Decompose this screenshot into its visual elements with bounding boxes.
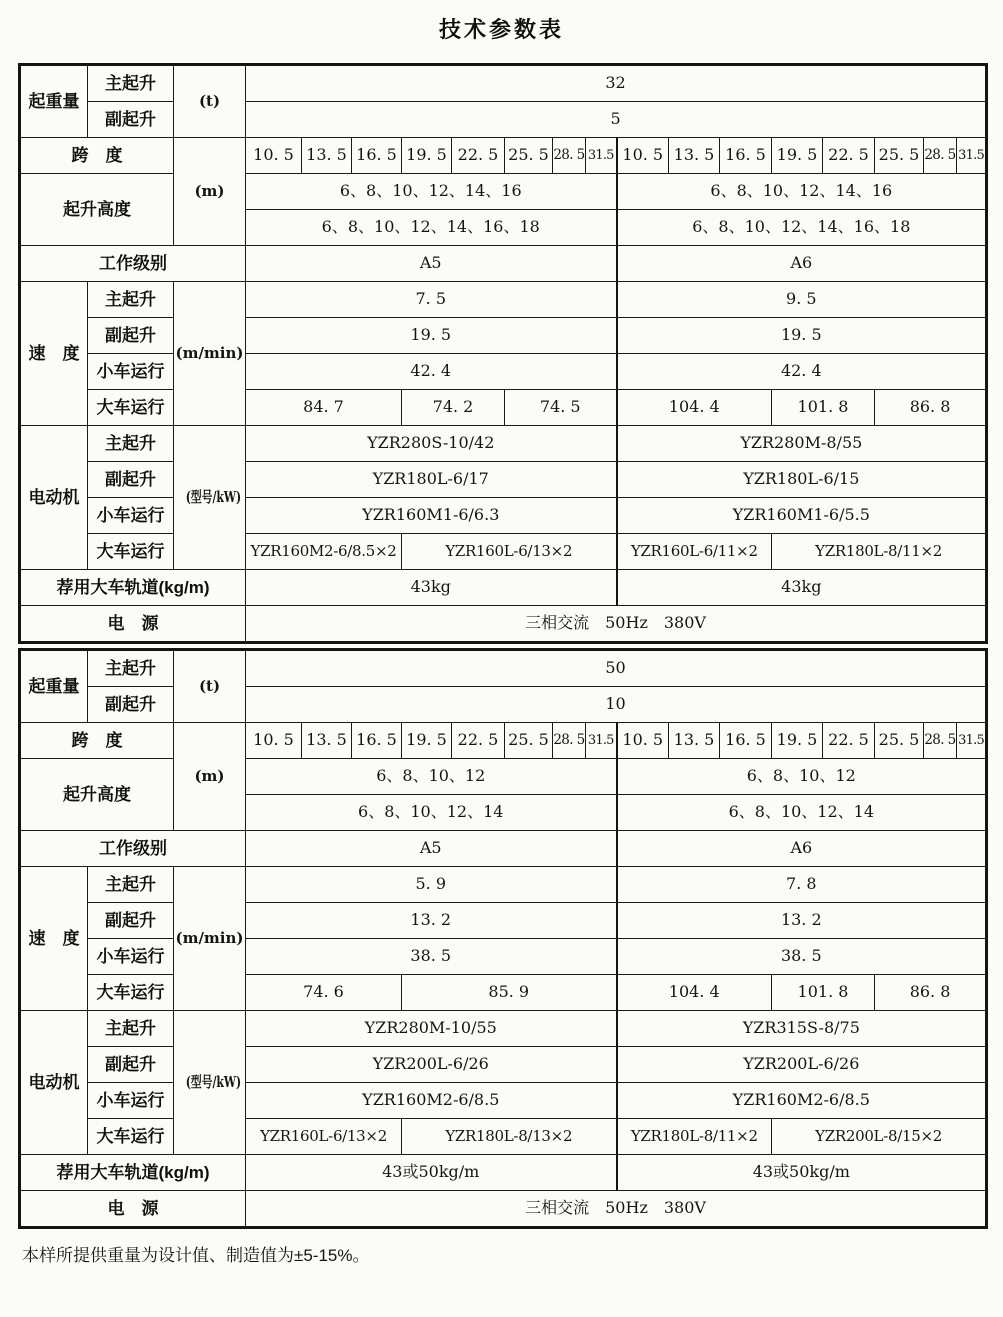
value-motor-crane: YZR180L-8/11×2 bbox=[617, 1119, 772, 1155]
row-span bbox=[20, 723, 987, 759]
value-speed-main-left: 7. 5 bbox=[246, 282, 617, 318]
unit-motor-type-text: (型号/kW) bbox=[185, 1073, 242, 1092]
span-value: 25. 5 bbox=[505, 723, 553, 759]
span-value: 22. 5 bbox=[452, 723, 505, 759]
value-motor-trolley-right: YZR160M1-6/5.5 bbox=[617, 498, 987, 534]
span-value: 31.5 bbox=[586, 138, 617, 174]
span-value: 28. 5 bbox=[553, 138, 586, 174]
row-motor-aux bbox=[20, 1047, 987, 1083]
footnote: 本样所提供重量为设计值、制造值为±5-15%。 bbox=[22, 1246, 370, 1265]
row-motor-crane bbox=[20, 1119, 987, 1155]
span-value: 25. 5 bbox=[875, 723, 924, 759]
span-value: 13. 5 bbox=[302, 723, 352, 759]
value-speed-trolley-right: 38. 5 bbox=[617, 939, 987, 975]
span-value: 16. 5 bbox=[720, 723, 772, 759]
span-value: 19. 5 bbox=[402, 723, 452, 759]
label-main-hoist: 主起升 bbox=[88, 426, 174, 462]
value-speed-main-left: 5. 9 bbox=[246, 867, 617, 903]
value-motor-trolley-left: YZR160M2-6/8.5 bbox=[246, 1083, 617, 1119]
value-motor-crane: YZR200L-8/15×2 bbox=[772, 1119, 987, 1155]
label-lift-height: 起升高度 bbox=[20, 759, 174, 831]
value-speed-crane: 74. 5 bbox=[505, 390, 617, 426]
value-lift-height: 6、8、10、12 bbox=[246, 759, 617, 795]
label-speed-group: 速 度 bbox=[20, 282, 88, 426]
value-motor-trolley-left: YZR160M1-6/6.3 bbox=[246, 498, 617, 534]
row-speed-aux bbox=[20, 318, 987, 354]
value-capacity-main: 32 bbox=[246, 65, 987, 102]
row-capacity-main bbox=[20, 65, 987, 102]
page-title: 技术参数表 bbox=[438, 17, 564, 42]
row-rail bbox=[20, 1155, 987, 1191]
value-rail-left: 43或50kg/m bbox=[246, 1155, 617, 1191]
value-speed-main-right: 9. 5 bbox=[617, 282, 987, 318]
value-speed-trolley-left: 38. 5 bbox=[246, 939, 617, 975]
span-value: 25. 5 bbox=[505, 138, 553, 174]
value-speed-trolley-left: 42. 4 bbox=[246, 354, 617, 390]
span-value: 16. 5 bbox=[352, 138, 402, 174]
label-work-duty: 工作级别 bbox=[20, 246, 246, 282]
value-capacity-main: 50 bbox=[246, 650, 987, 687]
label-aux-hoist: 副起升 bbox=[88, 102, 174, 138]
label-speed-group: 速 度 bbox=[20, 867, 88, 1011]
span-value: 28. 5 bbox=[924, 723, 957, 759]
value-speed-aux-right: 19. 5 bbox=[617, 318, 987, 354]
value-motor-crane: YZR160M2-6/8.5×2 bbox=[246, 534, 402, 570]
label-motor-group: 电动机 bbox=[20, 426, 88, 570]
label-crane-travel: 大车运行 bbox=[88, 534, 174, 570]
row-capacity-main bbox=[20, 650, 987, 687]
value-lift-height: 6、8、10、12、14 bbox=[246, 795, 617, 831]
unit-speed: (m/min) bbox=[174, 867, 246, 1011]
value-motor-crane: YZR180L-8/11×2 bbox=[772, 534, 987, 570]
label-main-hoist: 主起升 bbox=[88, 1011, 174, 1047]
label-main-hoist: 主起升 bbox=[88, 867, 174, 903]
label-motor-group: 电动机 bbox=[20, 1011, 88, 1155]
label-power: 电 源 bbox=[20, 606, 246, 643]
row-work-duty bbox=[20, 831, 987, 867]
label-aux-hoist: 副起升 bbox=[88, 687, 174, 723]
value-motor-aux-right: YZR200L-6/26 bbox=[617, 1047, 987, 1083]
row-lift-height-1 bbox=[20, 759, 987, 795]
value-motor-aux-left: YZR180L-6/17 bbox=[246, 462, 617, 498]
value-work-duty-right: A6 bbox=[617, 246, 987, 282]
row-speed-aux bbox=[20, 903, 987, 939]
row-rail bbox=[20, 570, 987, 606]
label-capacity-group: 起重量 bbox=[20, 650, 88, 723]
row-capacity-aux bbox=[20, 687, 987, 723]
label-trolley-travel: 小车运行 bbox=[88, 1083, 174, 1119]
span-value: 28. 5 bbox=[924, 138, 957, 174]
row-speed-main bbox=[20, 282, 987, 318]
row-motor-trolley bbox=[20, 498, 987, 534]
value-work-duty-left: A5 bbox=[246, 831, 617, 867]
label-lift-height: 起升高度 bbox=[20, 174, 174, 246]
value-capacity-aux: 5 bbox=[246, 102, 987, 138]
value-motor-main-left: YZR280M-10/55 bbox=[246, 1011, 617, 1047]
span-value: 10. 5 bbox=[246, 138, 302, 174]
span-value: 22. 5 bbox=[452, 138, 505, 174]
value-speed-crane: 85. 9 bbox=[402, 975, 617, 1011]
value-motor-crane: YZR160L-6/11×2 bbox=[617, 534, 772, 570]
unit-capacity: (t) bbox=[174, 65, 246, 138]
span-value: 13. 5 bbox=[302, 138, 352, 174]
tables-container bbox=[18, 63, 987, 1229]
label-trolley-travel: 小车运行 bbox=[88, 354, 174, 390]
label-crane-travel: 大车运行 bbox=[88, 390, 174, 426]
row-motor-crane bbox=[20, 534, 987, 570]
value-lift-height: 6、8、10、12、14、16 bbox=[246, 174, 617, 210]
value-speed-aux-left: 13. 2 bbox=[246, 903, 617, 939]
label-main-hoist: 主起升 bbox=[88, 65, 174, 102]
value-work-duty-right: A6 bbox=[617, 831, 987, 867]
label-aux-hoist: 副起升 bbox=[88, 903, 174, 939]
span-value: 10. 5 bbox=[617, 138, 669, 174]
value-motor-main-right: YZR280M-8/55 bbox=[617, 426, 987, 462]
span-value: 13. 5 bbox=[669, 138, 720, 174]
unit-capacity: (t) bbox=[174, 650, 246, 723]
label-crane-travel: 大车运行 bbox=[88, 975, 174, 1011]
unit-motor-type-text: (型号/kW) bbox=[185, 488, 242, 507]
span-value: 22. 5 bbox=[823, 723, 875, 759]
span-value: 28. 5 bbox=[553, 723, 586, 759]
label-power: 电 源 bbox=[20, 1191, 246, 1228]
label-aux-hoist: 副起升 bbox=[88, 318, 174, 354]
span-value: 31.5 bbox=[957, 138, 987, 174]
label-trolley-travel: 小车运行 bbox=[88, 939, 174, 975]
row-work-duty bbox=[20, 246, 987, 282]
value-motor-aux-right: YZR180L-6/15 bbox=[617, 462, 987, 498]
label-span: 跨 度 bbox=[20, 138, 174, 174]
value-speed-aux-left: 19. 5 bbox=[246, 318, 617, 354]
row-motor-main bbox=[20, 1011, 987, 1047]
value-lift-height: 6、8、10、12、14 bbox=[617, 795, 987, 831]
value-speed-main-right: 7. 8 bbox=[617, 867, 987, 903]
unit-speed: (m/min) bbox=[174, 282, 246, 426]
unit-motor-type bbox=[174, 426, 246, 570]
span-value: 16. 5 bbox=[720, 138, 772, 174]
value-lift-height: 6、8、10、12、14、16 bbox=[617, 174, 987, 210]
value-power: 三相交流 50Hz 380V bbox=[246, 1191, 987, 1228]
spec-table-50t bbox=[18, 648, 988, 1229]
row-motor-aux bbox=[20, 462, 987, 498]
value-motor-crane: YZR160L-6/13×2 bbox=[402, 534, 617, 570]
label-work-duty: 工作级别 bbox=[20, 831, 246, 867]
value-motor-crane: YZR180L-8/13×2 bbox=[402, 1119, 617, 1155]
spec-table-32t bbox=[18, 63, 988, 644]
value-motor-crane: YZR160L-6/13×2 bbox=[246, 1119, 402, 1155]
value-speed-crane: 74. 6 bbox=[246, 975, 402, 1011]
value-speed-crane: 74. 2 bbox=[402, 390, 505, 426]
row-motor-trolley bbox=[20, 1083, 987, 1119]
value-speed-crane: 86. 8 bbox=[875, 390, 987, 426]
span-value: 31.5 bbox=[586, 723, 617, 759]
value-lift-height: 6、8、10、12 bbox=[617, 759, 987, 795]
span-value: 19. 5 bbox=[772, 723, 823, 759]
row-speed-main bbox=[20, 867, 987, 903]
row-speed-trolley bbox=[20, 939, 987, 975]
row-speed-trolley bbox=[20, 354, 987, 390]
row-capacity-aux bbox=[20, 102, 987, 138]
value-rail-right: 43或50kg/m bbox=[617, 1155, 987, 1191]
value-work-duty-left: A5 bbox=[246, 246, 617, 282]
label-trolley-travel: 小车运行 bbox=[88, 498, 174, 534]
value-speed-crane: 104. 4 bbox=[617, 975, 772, 1011]
label-aux-hoist: 副起升 bbox=[88, 462, 174, 498]
value-motor-main-right: YZR315S-8/75 bbox=[617, 1011, 987, 1047]
value-lift-height: 6、8、10、12、14、16、18 bbox=[617, 210, 987, 246]
row-span bbox=[20, 138, 987, 174]
label-span: 跨 度 bbox=[20, 723, 174, 759]
row-speed-crane bbox=[20, 975, 987, 1011]
value-power: 三相交流 50Hz 380V bbox=[246, 606, 987, 643]
unit-span-height: (m) bbox=[174, 138, 246, 246]
row-power bbox=[20, 1191, 987, 1228]
span-value: 19. 5 bbox=[402, 138, 452, 174]
value-motor-trolley-right: YZR160M2-6/8.5 bbox=[617, 1083, 987, 1119]
span-value: 13. 5 bbox=[669, 723, 720, 759]
label-rail: 荐用大车轨道(kg/m) bbox=[20, 570, 246, 606]
value-speed-trolley-right: 42. 4 bbox=[617, 354, 987, 390]
span-value: 10. 5 bbox=[246, 723, 302, 759]
label-rail: 荐用大车轨道(kg/m) bbox=[20, 1155, 246, 1191]
value-rail-right: 43kg bbox=[617, 570, 987, 606]
span-value: 19. 5 bbox=[772, 138, 823, 174]
unit-motor-type bbox=[174, 1011, 246, 1155]
unit-span-height: (m) bbox=[174, 723, 246, 831]
span-value: 25. 5 bbox=[875, 138, 924, 174]
span-value: 10. 5 bbox=[617, 723, 669, 759]
label-main-hoist: 主起升 bbox=[88, 282, 174, 318]
value-rail-left: 43kg bbox=[246, 570, 617, 606]
value-speed-crane: 84. 7 bbox=[246, 390, 402, 426]
row-speed-crane bbox=[20, 390, 987, 426]
label-aux-hoist: 副起升 bbox=[88, 1047, 174, 1083]
value-speed-crane: 86. 8 bbox=[875, 975, 987, 1011]
span-value: 31.5 bbox=[957, 723, 987, 759]
value-speed-aux-right: 13. 2 bbox=[617, 903, 987, 939]
value-motor-main-left: YZR280S-10/42 bbox=[246, 426, 617, 462]
value-speed-crane: 101. 8 bbox=[772, 975, 875, 1011]
value-lift-height: 6、8、10、12、14、16、18 bbox=[246, 210, 617, 246]
value-capacity-aux: 10 bbox=[246, 687, 987, 723]
value-motor-aux-left: YZR200L-6/26 bbox=[246, 1047, 617, 1083]
value-speed-crane: 101. 8 bbox=[772, 390, 875, 426]
label-crane-travel: 大车运行 bbox=[88, 1119, 174, 1155]
row-lift-height-1 bbox=[20, 174, 987, 210]
label-main-hoist: 主起升 bbox=[88, 650, 174, 687]
span-value: 22. 5 bbox=[823, 138, 875, 174]
label-capacity-group: 起重量 bbox=[20, 65, 88, 138]
row-power bbox=[20, 606, 987, 643]
value-speed-crane: 104. 4 bbox=[617, 390, 772, 426]
row-motor-main bbox=[20, 426, 987, 462]
span-value: 16. 5 bbox=[352, 723, 402, 759]
